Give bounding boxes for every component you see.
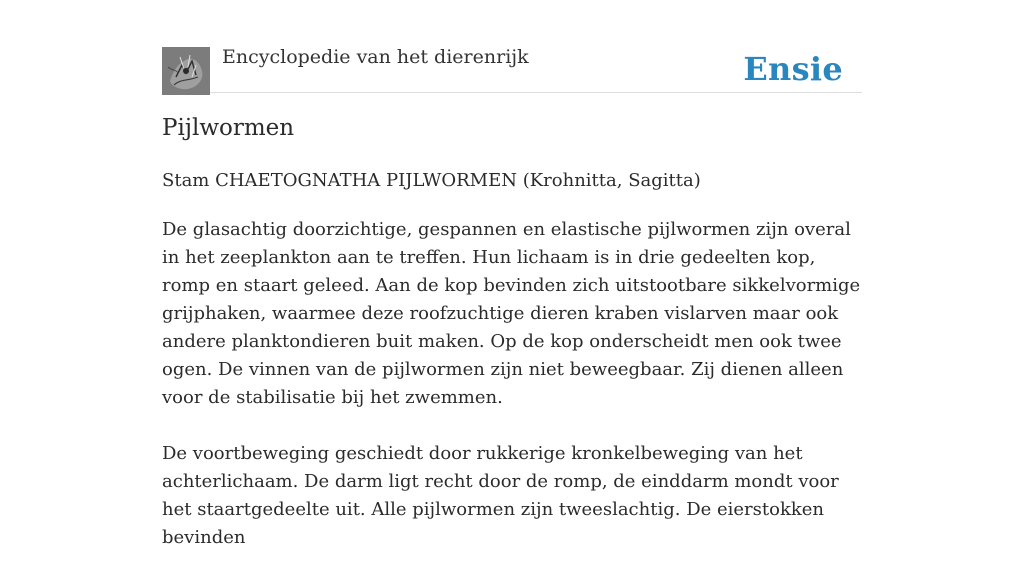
- header: [162, 0, 862, 93]
- brand-logo[interactable]: Ensie: [743, 50, 843, 88]
- page-container: [162, 0, 862, 548]
- article-paragraph: De voortbeweging geschiedt door rukkerige kronkelbeweging van het achterlichaam. De darm ligt recht door de romp, de einddarm mondt voor het staartgedeelte uit. Alle pijlwormen zijn tweeslachtig. De eierstokken bevinden: [162, 443, 839, 548]
- source-title[interactable]: Encyclopedie van het dierenrijk: [222, 46, 529, 68]
- page-title: Pijlwormen: [162, 115, 295, 141]
- article-subtitle: Stam CHAETOGNATHA PIJLWORMEN (Krohnitta, Sagitta): [162, 170, 701, 191]
- article-paragraph: De glasachtig doorzichtige, gespannen en elastische pijlwormen zijn overal in het zeeplankton aan te treffen. Hun lichaam is in drie gedeelten kop, romp en staart geleed. Aan de kop bevinden zich uitstootbare sikkelvormige grijphaken, waarmee deze roofzuchtige dieren kraben vislarven maar ook andere planktondieren buit maken. Op de kop onderscheidt men ook twee ogen. De vinnen van de pijlwormen zijn niet beweegbaar. Zij dienen alleen voor de stabilisatie bij het zwemmen.: [162, 219, 861, 408]
- animal-sketch-avatar-icon[interactable]: [162, 47, 210, 95]
- article-body: [162, 216, 862, 580]
